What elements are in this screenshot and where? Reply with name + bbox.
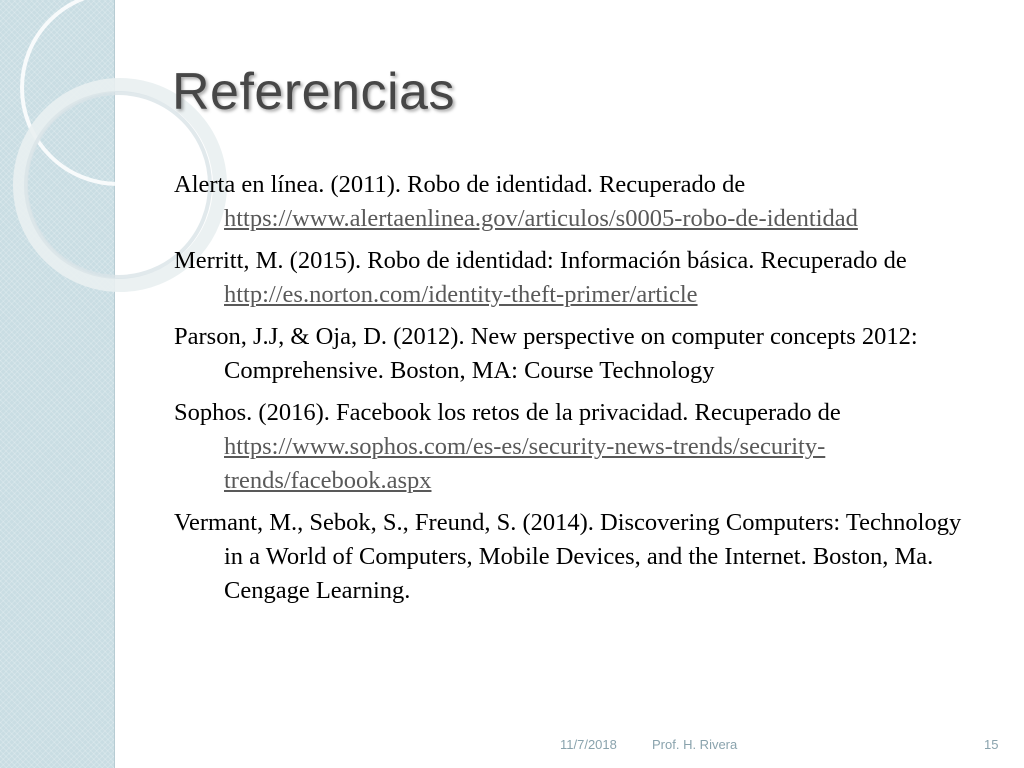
footer-date: 11/7/2018 [560,737,617,752]
reference-item [174,506,984,608]
reference-text: Merritt, M. (2015). Robo de identidad: Información básica. Recuperado de [174,247,907,274]
reference-text: Sophos. (2016). Facebook los retos de la privacidad. Recuperado de [174,399,841,426]
reference-text: Parson, J.J, & Oja, D. (2012). New perspective on computer concepts 2012: Comprehensive. Boston, MA: Course Technology [174,323,918,384]
reference-item [174,396,984,498]
slide-title: Referencias [172,63,455,121]
reference-link[interactable]: https://www.sophos.com/es-es/security-news-trends/security-trends/facebook.aspx [224,433,826,494]
reference-text: Alerta en línea. (2011). Robo de identidad. Recuperado de [174,171,746,198]
reference-item [174,244,984,312]
reference-item [174,168,984,236]
reference-text: Vermant, M., Sebok, S., Freund, S. (2014). Discovering Computers: Technology in a World of Computers, Mobile Devices, and the Internet. Boston, Ma. Cengage Learning. [174,509,962,604]
footer-author: Prof. H. Rivera [652,737,738,752]
reference-item [174,320,984,388]
reference-link[interactable]: http://es.norton.com/identity-theft-primer/article [224,281,698,308]
reference-list [174,168,984,616]
reference-link[interactable]: https://www.alertaenlinea.gov/articulos/s0005-robo-de-identidad [224,205,858,232]
footer-page-number: 15 [984,737,999,752]
